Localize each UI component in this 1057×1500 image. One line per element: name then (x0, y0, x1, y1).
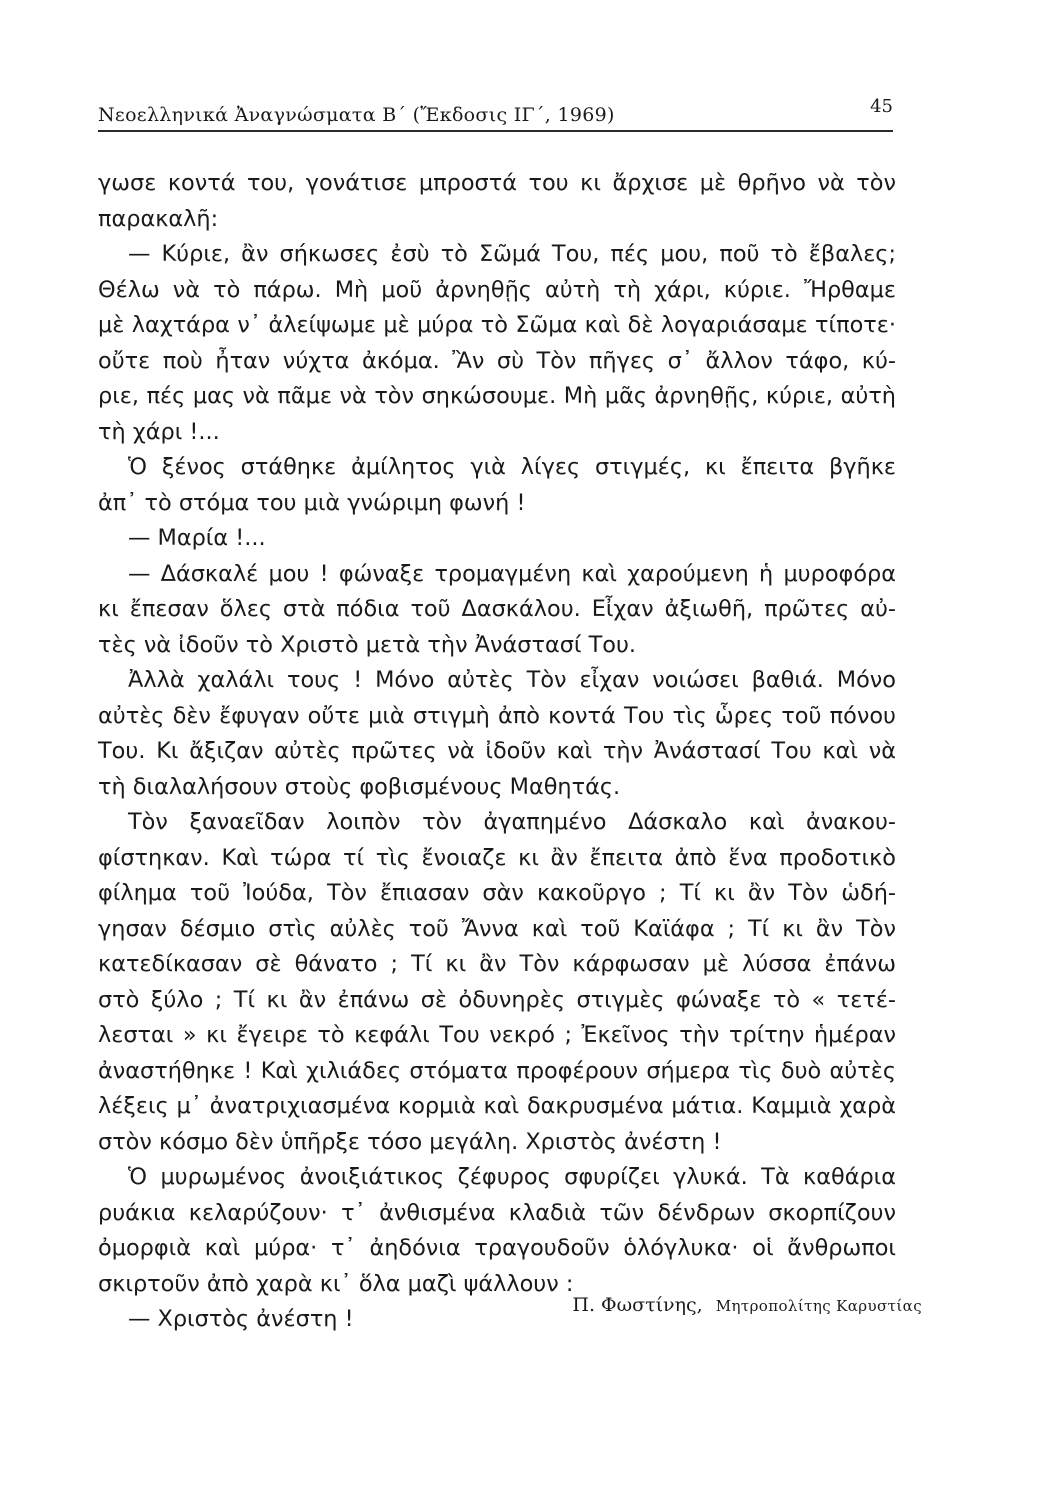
signature-title: Μητροπολίτης Καρυστίας (715, 1297, 922, 1315)
text-line: Ὁ μυρωμένος ἀνοιξιάτικος ζέφυρος σφυρίζει γλυκά. Τὰ καθάρια (128, 1164, 896, 1190)
text-line: γωσε κοντά του, γονάτισε μπροστά του κι ἄρχισε μὲ θρῆνο νὰ τὸν (98, 170, 896, 196)
text-line: — Κύριε, ἂν σήκωσες ἐσὺ τὸ Σῶμά Του, πές μου, ποῦ τὸ ἔβαλες; (128, 241, 896, 267)
text-line: αὐτὲς δὲν ἔφυγαν οὔτε μιὰ στιγμὴ ἀπὸ κοντά Του τὶς ὧρες τοῦ πόνου (98, 702, 896, 729)
text-line: τὲς νὰ ἰδοῦν τὸ Χριστὸ μετὰ τὴν Ἀνάστασί Του. (98, 631, 637, 658)
body-text (98, 166, 896, 1338)
signature-author: Π. Φωστίνης, (572, 1294, 703, 1316)
text-line: τὴ διαλαλήσουν στοὺς φοβισμένους Μαθητάς. (98, 773, 621, 800)
text-line: οὔτε ποὺ ἦταν νύχτα ἀκόμα. Ἂν σὺ Τὸν πῆγες σ᾽ ἄλλον τάφο, κύ- (98, 347, 896, 374)
running-title: Νεοελληνικά Ἀναγνώσματα Β΄ (Ἔκδοσις ΙΓ΄, 1969) (98, 104, 615, 126)
text-line: ὀμορφιὰ καὶ μύρα· τ᾽ ἀηδόνια τραγουδοῦν ὁλόγλυκα· οἱ ἄνθρωποι (98, 1235, 896, 1261)
text-line: λεσται » κι ἔγειρε τὸ κεφάλι Του νεκρό ; Ἐκεῖνος τὴν τρίτην ἡμέραν (98, 1022, 896, 1048)
text-line: ρυάκια κελαρύζουν· τ᾽ ἀνθισμένα κλαδιὰ τῶν δένδρων σκορπίζουν (98, 1199, 896, 1226)
text-line: Ὁ ξένος στάθηκε ἀμίλητος γιὰ λίγες στιγμές, κι ἔπειτα βγῆκε (128, 454, 896, 480)
text-line: φίλημα τοῦ Ἰούδα, Τὸν ἔπιασαν σὰν κακοῦργο ; Τί κι ἂν Τὸν ὡδή- (98, 880, 896, 906)
text-line: φίστηκαν. Καὶ τώρα τί τὶς ἔνοιαζε κι ἂν ἔπειτα ἀπὸ ἕνα προδοτικὸ (98, 844, 896, 871)
page-number: 45 (870, 96, 893, 117)
text-line: — Χριστὸς ἀνέστη ! (128, 1306, 354, 1332)
text-line: ἀπ᾽ τὸ στόμα του μιὰ γνώριμη φωνή ! (98, 489, 526, 516)
text-line: — Δάσκαλέ μου ! φώναξε τρομαγμένη καὶ χαρούμενη ἡ μυροφόρα (128, 560, 896, 587)
text-line: στὸ ξύλο ; Τί κι ἂν ἐπάνω σὲ ὀδυνηρὲς στιγμὲς φώναξε τὸ « τετέ- (98, 986, 896, 1013)
text-line: μὲ λαχτάρα ν᾽ ἀλείψωμε μὲ μύρα τὸ Σῶμα καὶ δὲ λογαριάσαμε τίποτε· (98, 312, 896, 338)
text-line: γησαν δέσμιο στὶς αὐλὲς τοῦ Ἄννα καὶ τοῦ Καϊάφα ; Τί κι ἂν Τὸν (98, 915, 896, 942)
text-line: λέξεις μ᾽ ἀνατριχιασμένα κορμιὰ καὶ δακρυσμένα μάτια. Καμμιὰ χαρὰ (98, 1093, 896, 1119)
text-line: σκιρτοῦν ἀπὸ χαρὰ κι᾽ ὅλα μαζὶ ψάλλουν : (98, 1270, 574, 1297)
text-line: ἀναστήθηκε ! Καὶ χιλιάδες στόματα προφέρουν σήμερα τὶς δυὸ αὐτὲς (98, 1057, 896, 1084)
page-header (98, 94, 893, 132)
text-line: στὸν κόσμο δὲν ὑπῆρξε τόσο μεγάλη. Χριστὸς ἀνέστη ! (98, 1128, 722, 1155)
signature (572, 1294, 922, 1316)
text-line: κι ἔπεσαν ὅλες στὰ πόδια τοῦ Δασκάλου. Εἶχαν ἀξιωθῆ, πρῶτες αὐ- (98, 596, 896, 622)
text-line: τὴ χάρι !... (98, 418, 220, 445)
text-line: Του. Κι ἄξιζαν αὐτὲς πρῶτες νὰ ἰδοῦν καὶ τὴν Ἀνάστασί Του καὶ νὰ (98, 738, 896, 764)
text-line: παρακαλῆ: (98, 205, 219, 232)
text-line: — Μαρία !... (128, 525, 266, 551)
text-line: κατεδίκασαν σὲ θάνατο ; Τί κι ἂν Τὸν κάρφωσαν μὲ λύσσα ἐπάνω (98, 951, 896, 977)
text-line: Ἀλλὰ χαλάλι τους ! Μόνο αὐτὲς Τὸν εἶχαν νοιώσει βαθιά. Μόνο (128, 667, 896, 693)
text-line: Τὸν ξαναεῖδαν λοιπὸν τὸν ἀγαπημένο Δάσκαλο καὶ ἀνακου- (128, 809, 896, 835)
text-line: ριε, πές μας νὰ πᾶμε νὰ τὸν σηκώσουμε. Μὴ μᾶς ἀρνηθῇς, κύριε, αὐτὴ (98, 383, 896, 409)
text-line: Θέλω νὰ τὸ πάρω. Μὴ μοῦ ἀρνηθῇς αὐτὴ τὴ χάρι, κύριε. Ἤρθαμε (98, 276, 896, 303)
